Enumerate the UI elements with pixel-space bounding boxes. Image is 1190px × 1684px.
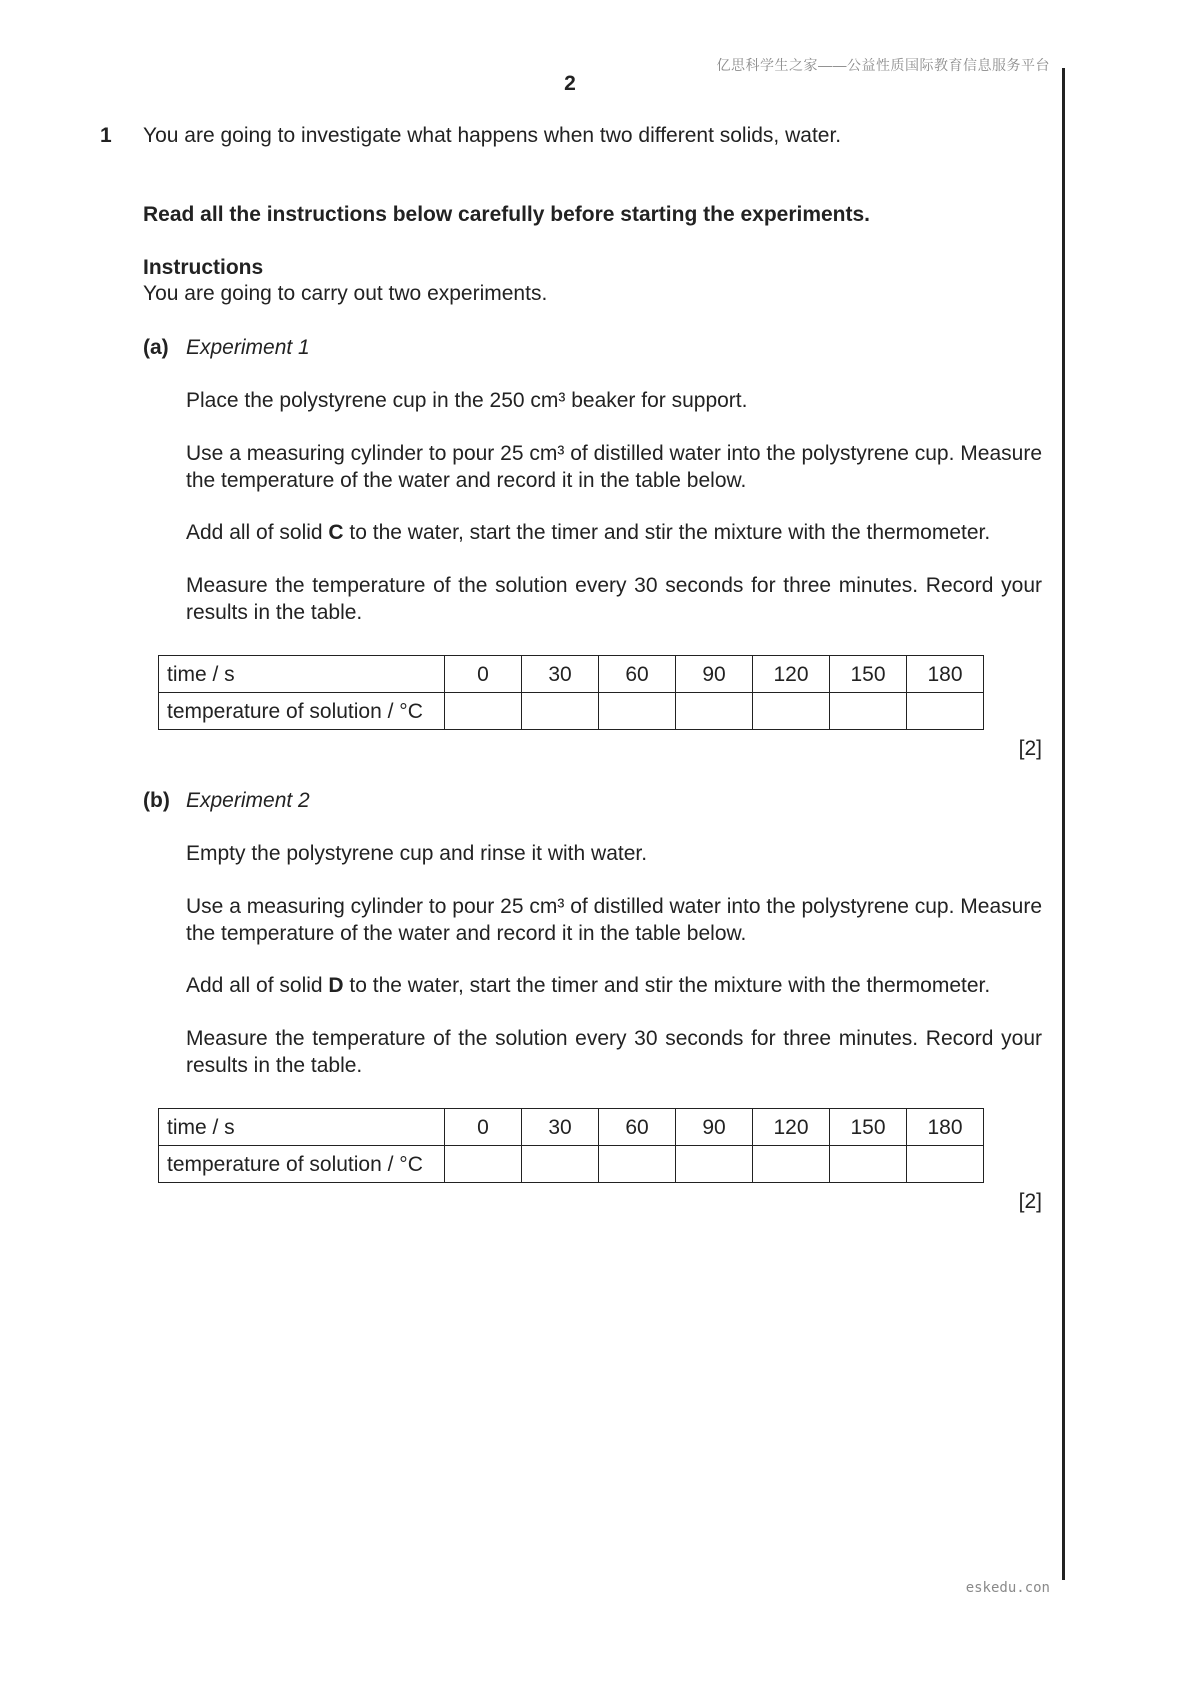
time-cell: 120	[753, 656, 830, 693]
time-cell: 180	[907, 1109, 984, 1146]
part-a-title: Experiment 1	[186, 336, 310, 359]
temperature-entry-cell[interactable]	[445, 1146, 522, 1183]
row-label-time: time / s	[159, 656, 445, 693]
solid-d-label: D	[328, 974, 344, 997]
part-b-paragraph-2: Use a measuring cylinder to pour 25 cm³ of distilled water into the polystyrene cup. Measure the temperature of the water and record it in the table below.	[186, 895, 1042, 945]
time-cell: 180	[907, 656, 984, 693]
time-cell: 150	[830, 1109, 907, 1146]
table-row-temperature	[159, 1146, 984, 1183]
part-b-paragraph-3	[186, 972, 1042, 999]
part-b-p3-before: Add all of solid	[186, 974, 329, 997]
part-b-paragraph-1: Empty the polystyrene cup and rinse it with water.	[186, 842, 648, 865]
time-cell: 30	[522, 656, 599, 693]
margin-line	[1062, 68, 1065, 1580]
instructions-text: You are going to carry out two experiments.	[143, 282, 548, 305]
question-number: 1	[100, 124, 112, 147]
time-cell: 0	[445, 1109, 522, 1146]
time-cell: 60	[599, 656, 676, 693]
part-a-marks: [2]	[1018, 737, 1042, 760]
part-b-title: Experiment 2	[186, 789, 310, 812]
results-table-experiment-1	[158, 655, 984, 730]
part-b-p3-after: to the water, start the timer and stir the mixture with the thermometer.	[343, 974, 991, 997]
part-b-marks: [2]	[1018, 1190, 1042, 1213]
part-a-paragraph-3	[186, 519, 1042, 546]
temperature-entry-cell[interactable]	[599, 1146, 676, 1183]
time-cell: 90	[676, 656, 753, 693]
temperature-entry-cell[interactable]	[522, 693, 599, 730]
temperature-entry-cell[interactable]	[907, 1146, 984, 1183]
question-intro: You are going to investigate what happens when two different solids, water.	[143, 124, 842, 147]
time-cell: 90	[676, 1109, 753, 1146]
row-label-time: time / s	[159, 1109, 445, 1146]
temperature-entry-cell[interactable]	[522, 1146, 599, 1183]
temperature-entry-cell[interactable]	[753, 1146, 830, 1183]
part-a-p3-before: Add all of solid	[186, 521, 329, 544]
watermark-top: 亿思科学生之家——公益性质国际教育信息服务平台	[716, 57, 1050, 73]
time-cell: 150	[830, 656, 907, 693]
time-cell: 30	[522, 1109, 599, 1146]
part-a-paragraph-1: Place the polystyrene cup in the 250 cm³ beaker for support.	[186, 389, 748, 412]
page-number: 2	[564, 72, 576, 95]
watermark-bottom: eskedu.con	[965, 1580, 1050, 1596]
time-cell: 0	[445, 656, 522, 693]
instructions-heading: Instructions	[143, 256, 264, 279]
table-row-time	[159, 656, 984, 693]
part-b-label: (b)	[143, 789, 170, 812]
temperature-entry-cell[interactable]	[676, 1146, 753, 1183]
part-a-label: (a)	[143, 336, 169, 359]
temperature-entry-cell[interactable]	[907, 693, 984, 730]
solid-c-label: C	[328, 521, 344, 544]
part-a-paragraph-4: Measure the temperature of the solution every 30 seconds for three minutes. Record your results in the table.	[186, 574, 1042, 624]
table-row-time	[159, 1109, 984, 1146]
temperature-entry-cell[interactable]	[753, 693, 830, 730]
results-table-experiment-2	[158, 1108, 984, 1183]
time-cell: 120	[753, 1109, 830, 1146]
temperature-entry-cell[interactable]	[599, 693, 676, 730]
row-label-temperature: temperature of solution / °C	[159, 693, 445, 730]
part-a-p3-after: to the water, start the timer and stir the mixture with the thermometer.	[343, 521, 991, 544]
table-row-temperature	[159, 693, 984, 730]
temperature-entry-cell[interactable]	[830, 1146, 907, 1183]
part-a-paragraph-2: Use a measuring cylinder to pour 25 cm³ of distilled water into the polystyrene cup. Measure the temperature of the water and record it in the table below.	[186, 442, 1042, 492]
temperature-entry-cell[interactable]	[830, 693, 907, 730]
part-b-paragraph-4: Measure the temperature of the solution every 30 seconds for three minutes. Record your results in the table.	[186, 1027, 1042, 1077]
temperature-entry-cell[interactable]	[676, 693, 753, 730]
time-cell: 60	[599, 1109, 676, 1146]
temperature-entry-cell[interactable]	[445, 693, 522, 730]
bold-instruction: Read all the instructions below carefully before starting the experiments.	[143, 203, 871, 226]
row-label-temperature: temperature of solution / °C	[159, 1146, 445, 1183]
